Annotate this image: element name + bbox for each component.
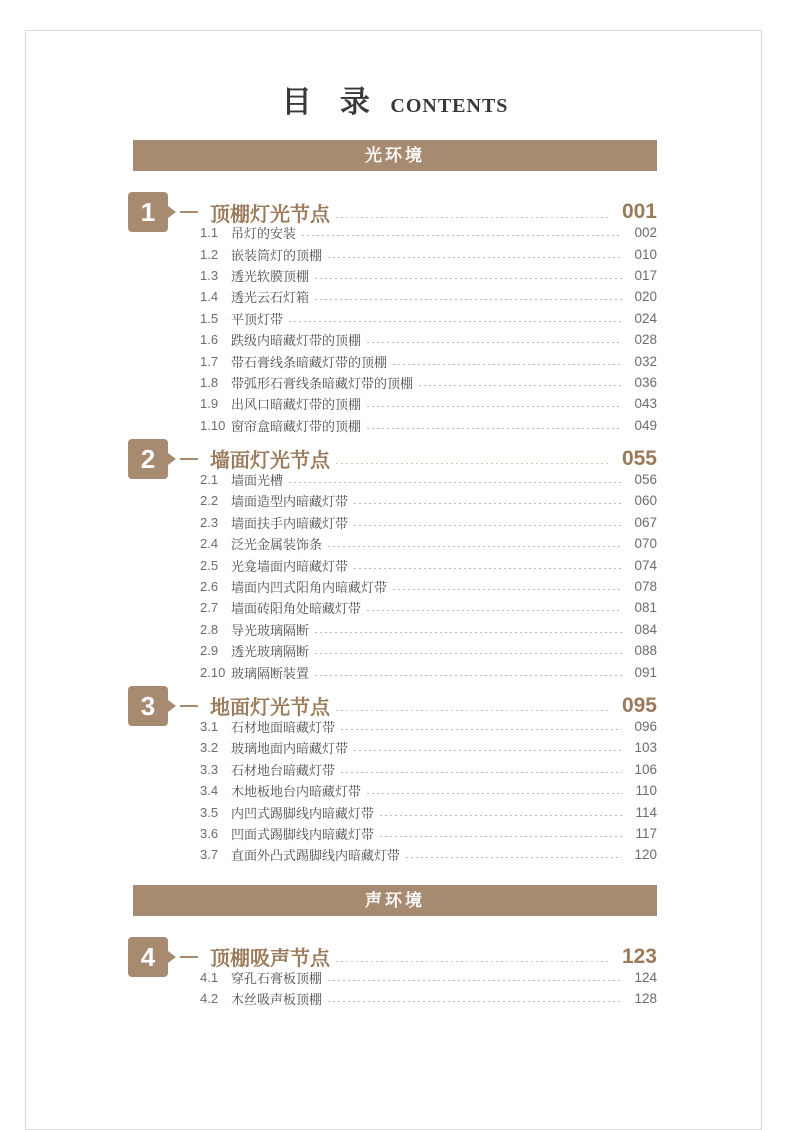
dotted-leader [367, 342, 622, 343]
item-title: 导光玻璃隔断 [231, 622, 310, 638]
dotted-leader [328, 1001, 622, 1002]
dotted-leader [367, 793, 623, 794]
badge-connector-line [180, 956, 198, 958]
item-page-number: 070 [634, 536, 657, 552]
toc-item [133, 308, 657, 329]
dotted-leader [341, 772, 622, 773]
badge-connector-line [180, 458, 198, 460]
item-number: 2.7 [200, 600, 219, 616]
toc-item [133, 597, 657, 618]
item-number: 2.2 [200, 493, 219, 509]
item-number: 1.10 [200, 417, 226, 433]
toc-item [133, 329, 657, 350]
item-title: 木地板地台内暗藏灯带 [231, 784, 362, 800]
toc-item [133, 469, 657, 490]
item-page-number: 067 [634, 514, 657, 530]
chapter-number-badge [128, 192, 168, 232]
page-title [133, 77, 657, 121]
dotted-leader [354, 525, 622, 526]
toc-item [133, 844, 657, 865]
item-number: 2.5 [200, 557, 219, 573]
toc-item [133, 222, 657, 243]
dotted-leader [315, 278, 622, 279]
badge-connector-line [180, 705, 198, 707]
item-page-number: 091 [634, 664, 657, 680]
toc-item [133, 393, 657, 414]
item-page-number: 096 [634, 719, 657, 734]
item-title: 透光软膜顶棚 [231, 268, 310, 284]
item-page-number: 020 [634, 289, 657, 305]
badge-connector-line [180, 211, 198, 213]
item-title: 嵌装筒灯的顶棚 [231, 247, 323, 263]
item-number: 1.8 [200, 374, 219, 390]
chapter-number-badge [128, 937, 168, 977]
toc-item [133, 512, 657, 533]
item-page-number: 002 [634, 225, 657, 241]
dotted-leader [336, 961, 608, 962]
item-page-number: 028 [634, 332, 657, 348]
item-page-number: 078 [634, 579, 657, 595]
item-page-number: 124 [634, 969, 657, 985]
section-band-light: 光环境 [133, 140, 657, 171]
item-title: 出风口暗藏灯带的顶棚 [231, 397, 362, 413]
toc-item [133, 619, 657, 640]
item-page-number: 128 [634, 991, 657, 1007]
item-number: 1.7 [200, 353, 219, 369]
item-page-number: 106 [634, 761, 657, 777]
item-page-number: 017 [634, 267, 657, 283]
dotted-leader [302, 235, 622, 236]
toc-item [133, 350, 657, 371]
item-number: 1.2 [200, 246, 219, 262]
item-number: 2.8 [200, 621, 219, 637]
toc-item [133, 286, 657, 307]
item-page-number: 010 [634, 246, 657, 262]
dotted-leader [328, 980, 622, 981]
item-title: 透光玻璃隔断 [231, 644, 310, 660]
chapter-number: 3 [140, 690, 156, 721]
item-page-number: 081 [634, 600, 657, 616]
dotted-leader [315, 632, 622, 633]
dotted-leader [367, 406, 622, 407]
item-number: 3.4 [200, 783, 219, 799]
item-number: 1.3 [200, 267, 219, 283]
chapter-number-badge [128, 439, 168, 479]
item-title: 穿孔石膏板顶棚 [231, 970, 323, 986]
item-page-number: 084 [634, 621, 657, 637]
item-page-number: 060 [634, 493, 657, 509]
item-page-number: 103 [634, 740, 657, 756]
dotted-leader [328, 546, 622, 547]
chapter-1 [133, 191, 657, 436]
chapter-2 [133, 438, 657, 683]
item-title: 内凹式踢脚线内暗藏灯带 [231, 805, 375, 821]
dotted-leader [315, 675, 622, 676]
page-title-en: CONTENTS [390, 95, 509, 117]
chapter-title: 墙面灯光节点 [210, 450, 330, 473]
toc-item [133, 780, 657, 801]
dotted-leader [328, 257, 622, 258]
toc-content [133, 77, 657, 1009]
toc-item [133, 801, 657, 822]
item-title: 玻璃地面内暗藏灯带 [231, 741, 349, 757]
item-title: 墙面光槽 [231, 473, 284, 489]
chapter-page-number: 055 [621, 446, 657, 470]
chapter-title: 顶棚吸声节点 [210, 948, 330, 971]
item-number: 2.9 [200, 643, 219, 659]
toc-item [133, 490, 657, 511]
toc-item [133, 661, 657, 682]
toc-item [133, 243, 657, 264]
chapter-page-number: 123 [621, 944, 657, 968]
item-number: 3.5 [200, 804, 219, 820]
chapter-4-items [133, 967, 657, 1010]
page-title-cn: 目 录 [281, 86, 380, 119]
toc-item [133, 988, 657, 1009]
item-title: 带弧形石膏线条暗藏灯带的顶棚 [231, 375, 414, 391]
item-title: 石材地面暗藏灯带 [231, 720, 336, 735]
item-number: 3.7 [200, 847, 219, 863]
dotted-leader [336, 217, 608, 218]
dotted-leader [367, 428, 622, 429]
chapter-3 [133, 685, 657, 866]
item-title: 直面外凸式踢脚线内暗藏灯带 [231, 848, 401, 864]
toc-item [133, 533, 657, 554]
item-number: 2.1 [200, 472, 219, 488]
dotted-leader [367, 610, 622, 611]
chapter-2-items [133, 469, 657, 683]
item-number: 3.1 [200, 719, 219, 734]
item-number: 4.1 [200, 969, 219, 985]
item-page-number: 120 [634, 847, 657, 863]
item-page-number: 024 [634, 310, 657, 326]
chapter-page-number: 095 [621, 693, 657, 717]
toc-item [133, 554, 657, 575]
chapter-title: 地面灯光节点 [210, 697, 330, 720]
item-number: 2.6 [200, 579, 219, 595]
item-title: 泛光金属装饰条 [231, 537, 323, 553]
item-title: 墙面造型内暗藏灯带 [231, 494, 349, 510]
item-title: 光龛墙面内暗藏灯带 [231, 558, 349, 574]
item-number: 2.3 [200, 514, 219, 530]
item-title: 带石膏线条暗藏灯带的顶棚 [231, 354, 388, 370]
section-band-sound: 声环境 [133, 885, 657, 916]
toc-item [133, 576, 657, 597]
chapter-number: 1 [140, 197, 156, 227]
chapter-1-items [133, 222, 657, 436]
item-number: 1.6 [200, 332, 219, 348]
dotted-leader [380, 836, 623, 837]
item-number: 4.2 [200, 991, 219, 1007]
dotted-leader [289, 482, 622, 483]
item-number: 1.4 [200, 289, 219, 305]
toc-item [133, 640, 657, 661]
toc-item [133, 823, 657, 844]
chapter-4 [133, 936, 657, 1010]
item-title: 透光云石灯箱 [231, 290, 310, 306]
dotted-leader [406, 857, 622, 858]
toc-item [133, 737, 657, 758]
item-number: 3.2 [200, 740, 219, 756]
item-number: 1.1 [200, 225, 219, 241]
dotted-leader [393, 589, 622, 590]
dotted-leader [354, 503, 622, 504]
dotted-leader [419, 385, 622, 386]
item-page-number: 074 [634, 557, 657, 573]
chapter-number-badge [128, 686, 168, 726]
item-title: 墙面砖阳角处暗藏灯带 [231, 601, 362, 617]
dotted-leader [289, 321, 622, 322]
chapter-page-number: 001 [621, 200, 657, 223]
item-title: 跌级内暗藏灯带的顶棚 [231, 333, 362, 349]
item-page-number: 049 [634, 417, 657, 433]
dotted-leader [336, 463, 608, 464]
chapter-3-items [133, 716, 657, 866]
item-page-number: 117 [635, 825, 657, 841]
toc-item [133, 759, 657, 780]
item-title: 墙面内凹式阳角内暗藏灯带 [231, 580, 388, 596]
item-title: 窗帘盒暗藏灯带的顶棚 [231, 418, 362, 434]
dotted-leader [380, 815, 623, 816]
dotted-leader [315, 653, 622, 654]
item-page-number: 088 [634, 643, 657, 659]
item-number: 1.9 [200, 396, 219, 412]
item-number: 2.4 [200, 536, 219, 552]
toc-item [133, 265, 657, 286]
item-title: 木丝吸声板顶棚 [231, 992, 323, 1008]
item-title: 吊灯的安装 [231, 226, 297, 242]
chapter-title: 顶棚灯光节点 [210, 203, 330, 226]
item-page-number: 036 [634, 374, 657, 390]
item-page-number: 110 [635, 783, 657, 799]
dotted-leader [341, 729, 622, 730]
toc-page [25, 30, 762, 1130]
item-number: 3.3 [200, 761, 219, 777]
item-page-number: 056 [634, 472, 657, 488]
dotted-leader [315, 299, 622, 300]
dotted-leader [336, 710, 608, 711]
item-page-number: 032 [634, 353, 657, 369]
toc-item [133, 716, 657, 737]
item-title: 墙面扶手内暗藏灯带 [231, 515, 349, 531]
item-title: 凹面式踢脚线内暗藏灯带 [231, 826, 375, 842]
item-page-number: 043 [634, 396, 657, 412]
chapter-number: 2 [140, 443, 156, 474]
item-number: 3.6 [200, 825, 219, 841]
item-number: 1.5 [200, 310, 219, 326]
toc-item [133, 415, 657, 436]
dotted-leader [354, 568, 622, 569]
item-number: 2.10 [200, 664, 226, 680]
toc-item [133, 372, 657, 393]
item-page-number: 114 [635, 804, 657, 820]
dotted-leader [354, 750, 622, 751]
item-title: 平顶灯带 [231, 311, 284, 327]
item-title: 石材地台暗藏灯带 [231, 762, 336, 778]
chapter-number: 4 [140, 941, 156, 972]
toc-item [133, 967, 657, 988]
dotted-leader [393, 364, 622, 365]
item-title: 玻璃隔断装置 [231, 665, 310, 681]
